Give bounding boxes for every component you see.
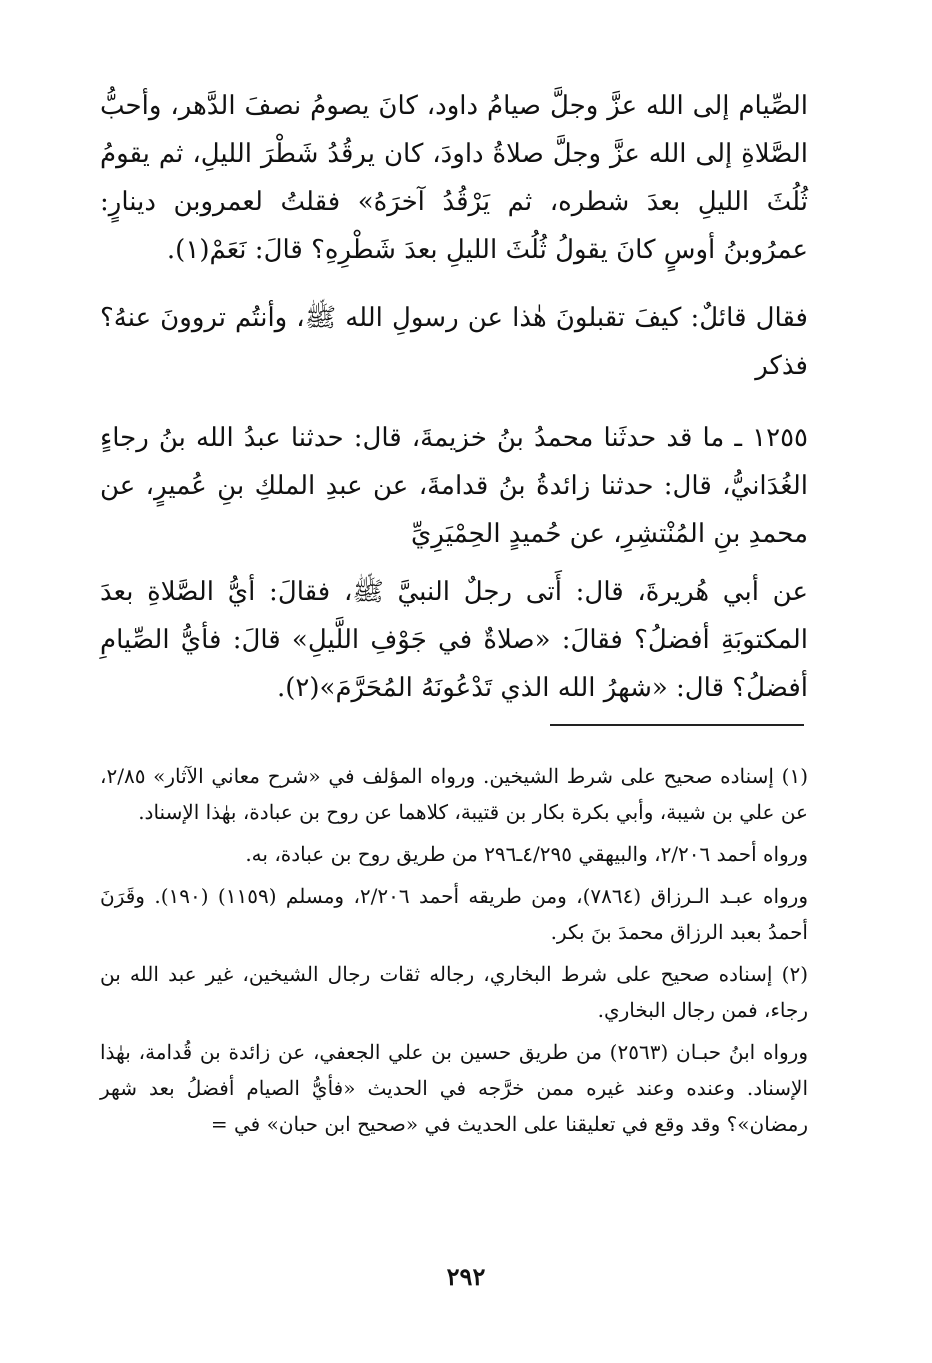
paragraph-2: فقال قائلٌ: كيفَ تقبلونَ هٰذا عن رسولِ الله ﷺ، وأنتُم تروونَ عنهُ؟ فذكر <box>100 303 808 381</box>
footnote-2: (٢) إسناده صحيح على شرط البخاري، رجاله ثقات رجال الشيخين، غير عبد الله بن رجاء، فمن رجال البخاري. <box>100 962 808 1022</box>
footnote-2-cont-1: ورواه ابنُ حبـان (٢٥٦٣) من طريق حسين بن علي الجعفي، عن زائدة بن قُدامة، بهٰذا الإسناد. وعنده وعند غيره ممن خرَّجه في الحديث «فأيُّ الصيام أفضلُ بعد شهر رمضان»؟ وقد وقع في تعليقنا على الحديث في «صحيح ابن حبان» في = <box>100 1040 808 1136</box>
hadith-1255: ١٢٥٥ ـ ما قد حدثَنا محمدُ بنُ خزيمةَ، قال: حدثنا عبدُ الله بنُ رجاءٍ الغُدَانيُّ، قال: حدثنا زائدةُ بنُ قدامةَ، عن عبدِ الملكِ بنِ عُميرٍ، عن محمدِ بنِ المُنْتشِرِ، عن حُميدٍ الحِمْيَرِيِّ <box>100 423 808 549</box>
footnote-1: (١) إسناده صحيح على شرط الشيخين. ورواه المؤلف في «شرح معاني الآثار» ٢/٨٥، عن علي بن شيبة، وأبي بكرة بكار بن قتيبة، كلاهما عن روح بن عبادة، بهٰذا الإسناد. <box>100 764 808 824</box>
footnote-1-cont-2: ورواه عبـد الـرزاق (٧٨٦٤)، ومن طريقه أحمد ٢/٢٠٦، ومسلم (١١٥٩) (١٩٠). وقَرَنَ أحمدُ بعبد الرزاق محمدَ بنَ بكر. <box>100 884 808 944</box>
page-number: ٢٩٢ <box>446 1262 486 1291</box>
footnotes <box>100 758 808 1148</box>
paragraph-1: الصِّيام إلى الله عزَّ وجلَّ صيامُ داود، كانَ يصومُ نصفَ الدَّهر، وأحبُّ الصَّلاةِ إلى الله عزَّ وجلَّ صلاةُ داودَ، كان يرقُدُ شَطْرَ الليلِ، ثم يقومُ ثُلُثَ الليلِ بعدَ شطره، ثم يَرْقُدُ آخرَهُ» فقلتُ لعمروبن دينارٍ: عمرُوبنُ أوسٍ كانَ يقولُ ثُلُثَ الليلِ بعدَ شَطْرِهِ؟ قالَ: نَعَمْ(١). <box>100 91 808 265</box>
main-text <box>100 82 808 712</box>
footnote-1-cont-1: ورواه أحمد ٢/٢٠٦، والبيهقي ٤/٢٩٥ـ٢٩٦ من طريق روح بن عبادة، به. <box>245 842 808 866</box>
footnote-divider <box>550 724 804 726</box>
paragraph-4: عن أبي هُريرةَ، قال: أَتى رجلٌ النبيَّ ﷺ، فقالَ: أيُّ الصَّلاةِ بعدَ المكتوبَةِ أفضلُ؟ فقالَ: «صلاةٌ في جَوْفِ اللَّيلِ» قالَ: فأيُّ الصِّيامِ أفضلُ؟ قال: «شهرُ الله الذي تَدْعُونَهُ المُحَرَّمَ»(٢). <box>100 577 808 703</box>
